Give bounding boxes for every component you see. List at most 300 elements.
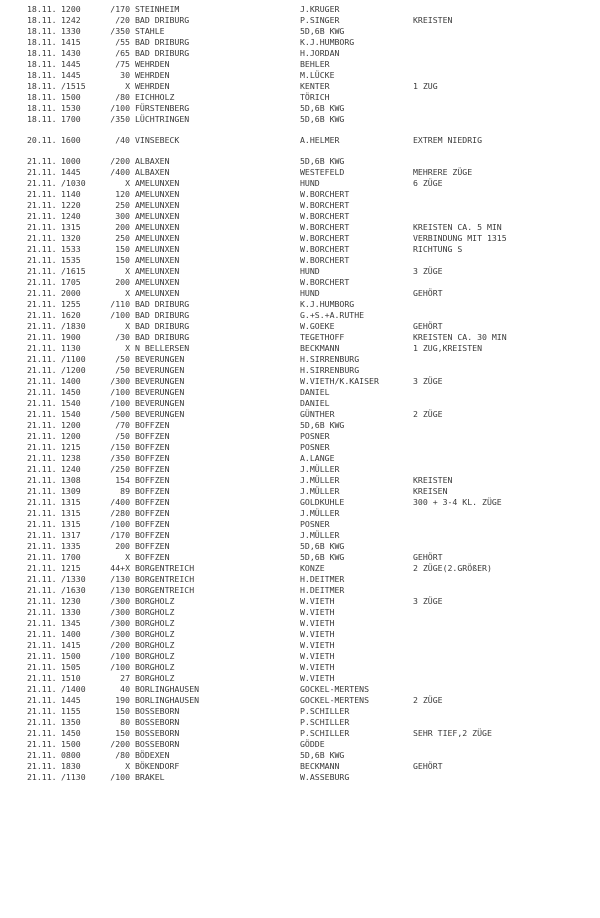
row-observer: P.SINGER [300, 15, 340, 25]
row-place: BOFFZEN [135, 475, 170, 485]
row-count: /80 [115, 92, 130, 102]
row-time: 1155 [61, 706, 81, 716]
row-count: /100 [110, 398, 130, 408]
row-date: 21.11. [27, 200, 57, 210]
row-count: /100 [110, 519, 130, 529]
row-note: SEHR TIEF,2 ZÜGE [413, 728, 492, 738]
row-date: 21.11. [27, 277, 57, 287]
row-note: 3 ZÜGE [413, 596, 443, 606]
row-place: BOSSEBORN [135, 728, 180, 738]
row-count: 150 [115, 706, 130, 716]
row-date: 21.11. [27, 343, 57, 353]
log-row [0, 266, 600, 277]
row-note: GEHÖRT [413, 321, 443, 331]
row-place: AMELUNXEN [135, 189, 180, 199]
row-place: FÜRSTENBERG [135, 103, 190, 113]
row-time: 1200 [61, 4, 81, 14]
row-time: 1315 [61, 519, 81, 529]
row-note: KREISTEN CA. 5 MIN [413, 222, 502, 232]
log-row [0, 409, 600, 420]
row-place: BAD DRIBURG [135, 48, 190, 58]
log-row [0, 420, 600, 431]
row-place: AMELUNXEN [135, 200, 180, 210]
row-date: 21.11. [27, 431, 57, 441]
row-date: 21.11. [27, 453, 57, 463]
row-note: 6 ZÜGE [413, 178, 443, 188]
log-row [0, 728, 600, 739]
row-date: 21.11. [27, 211, 57, 221]
row-time: 1900 [61, 332, 81, 342]
row-observer: HUND [300, 266, 320, 276]
row-observer: H.DEITMER [300, 585, 345, 595]
row-count: 250 [115, 233, 130, 243]
row-time: 1215 [61, 563, 81, 573]
row-place: EICHHOLZ [135, 92, 175, 102]
row-count: X [125, 761, 130, 771]
row-place: BORGENTREICH [135, 585, 195, 595]
row-place: BORGENTREICH [135, 563, 195, 573]
row-count: /100 [110, 310, 130, 320]
row-count: /300 [110, 607, 130, 617]
row-note: KREISTEN [413, 475, 453, 485]
row-time: /1630 [61, 585, 86, 595]
log-row [0, 26, 600, 37]
row-date: 21.11. [27, 662, 57, 672]
row-time: 1255 [61, 299, 81, 309]
row-time: 1830 [61, 761, 81, 771]
log-row [0, 15, 600, 26]
row-time: 1505 [61, 662, 81, 672]
log-row [0, 387, 600, 398]
row-date: 21.11. [27, 178, 57, 188]
row-place: WEHRDEN [135, 59, 170, 69]
row-time: /1830 [61, 321, 86, 331]
row-date: 21.11. [27, 376, 57, 386]
row-time: 2000 [61, 288, 81, 298]
row-observer: J.MÜLLER [300, 475, 340, 485]
row-date: 21.11. [27, 541, 57, 551]
row-time: 1000 [61, 156, 81, 166]
row-time: 1242 [61, 15, 81, 25]
log-row [0, 453, 600, 464]
row-date: 18.11. [27, 92, 57, 102]
row-observer: TÖRICH [300, 92, 330, 102]
row-place: BAD DRIBURG [135, 310, 190, 320]
row-count: /170 [110, 530, 130, 540]
row-count: /500 [110, 409, 130, 419]
row-count: X [125, 288, 130, 298]
row-date: 21.11. [27, 486, 57, 496]
log-row [0, 70, 600, 81]
row-date: 21.11. [27, 761, 57, 771]
row-count: /55 [115, 37, 130, 47]
log-row [0, 673, 600, 684]
row-date: 21.11. [27, 640, 57, 650]
row-count: /40 [115, 135, 130, 145]
row-date: 21.11. [27, 244, 57, 254]
row-count: X [125, 81, 130, 91]
row-observer: J.KRUGER [300, 4, 340, 14]
row-place: AMELUNXEN [135, 244, 180, 254]
row-count: /200 [110, 739, 130, 749]
row-place: STEINHEIM [135, 4, 180, 14]
row-observer: W.BORCHERT [300, 189, 350, 199]
log-row [0, 4, 600, 15]
row-date: 21.11. [27, 563, 57, 573]
row-time: 1315 [61, 497, 81, 507]
row-time: 1330 [61, 607, 81, 617]
row-time: 1510 [61, 673, 81, 683]
row-observer: GOCKEL-MERTENS [300, 684, 370, 694]
row-count: /50 [115, 431, 130, 441]
row-observer: W.ASSEBURG [300, 772, 350, 782]
row-place: BOSSEBORN [135, 706, 180, 716]
row-observer: A.HELMER [300, 135, 340, 145]
row-count: X [125, 552, 130, 562]
row-time: 1500 [61, 92, 81, 102]
row-place: BORGHOLZ [135, 673, 175, 683]
row-note: GEHÖRT [413, 761, 443, 771]
log-row [0, 200, 600, 211]
log-row [0, 596, 600, 607]
row-date: 21.11. [27, 167, 57, 177]
row-date: 21.11. [27, 673, 57, 683]
log-row [0, 585, 600, 596]
row-time: 1700 [61, 114, 81, 124]
row-observer: H.SIRRENBURG [300, 354, 360, 364]
row-time: 1450 [61, 387, 81, 397]
row-observer: TEGETHOFF [300, 332, 345, 342]
row-date: 21.11. [27, 310, 57, 320]
row-place: BOFFZEN [135, 519, 170, 529]
row-time: 1215 [61, 442, 81, 452]
row-date: 21.11. [27, 772, 57, 782]
row-place: BEVERUNGEN [135, 354, 185, 364]
log-row [0, 135, 600, 146]
row-count: /30 [115, 332, 130, 342]
row-place: BORGHOLZ [135, 651, 175, 661]
row-date: 21.11. [27, 530, 57, 540]
row-time: /1400 [61, 684, 86, 694]
log-row [0, 431, 600, 442]
row-date: 21.11. [27, 618, 57, 628]
row-time: 1445 [61, 695, 81, 705]
row-note: 2 ZÜGE [413, 695, 443, 705]
row-place: BORGHOLZ [135, 640, 175, 650]
row-note: 1 ZUG [413, 81, 438, 91]
row-observer: W.VIETH [300, 662, 335, 672]
row-time: 1240 [61, 211, 81, 221]
row-observer: J.MÜLLER [300, 508, 340, 518]
row-place: BAD DRIBURG [135, 15, 190, 25]
row-place: N BELLERSEN [135, 343, 190, 353]
row-observer: J.MÜLLER [300, 464, 340, 474]
row-place: BORLINGHAUSEN [135, 695, 200, 705]
row-date: 21.11. [27, 354, 57, 364]
row-observer: 5D,6B KWG [300, 103, 345, 113]
log-row [0, 651, 600, 662]
log-row [0, 48, 600, 59]
log-row [0, 662, 600, 673]
row-date: 21.11. [27, 442, 57, 452]
row-count: /80 [115, 750, 130, 760]
row-place: BOFFZEN [135, 508, 170, 518]
row-count: /350 [110, 114, 130, 124]
log-row [0, 189, 600, 200]
row-count: /300 [110, 376, 130, 386]
row-place: AMELUNXEN [135, 233, 180, 243]
log-row [0, 442, 600, 453]
log-row [0, 277, 600, 288]
row-observer: H.DEITMER [300, 574, 345, 584]
row-date: 21.11. [27, 222, 57, 232]
row-time: 1220 [61, 200, 81, 210]
log-row [0, 343, 600, 354]
row-observer: P.SCHILLER [300, 728, 350, 738]
row-place: BOFFZEN [135, 442, 170, 452]
row-count: 300 [115, 211, 130, 221]
row-time: 1430 [61, 48, 81, 58]
row-date: 21.11. [27, 497, 57, 507]
row-count: 120 [115, 189, 130, 199]
row-time: 1400 [61, 629, 81, 639]
row-note: 2 ZÜGE(2.GRÖßER) [413, 563, 492, 573]
row-count: /280 [110, 508, 130, 518]
row-observer: J.MÜLLER [300, 530, 340, 540]
log-row [0, 552, 600, 563]
row-place: BAD DRIBURG [135, 37, 190, 47]
row-date: 18.11. [27, 70, 57, 80]
row-time: 1140 [61, 189, 81, 199]
row-observer: W.VIETH [300, 673, 335, 683]
row-count: 80 [120, 717, 130, 727]
row-place: BORGHOLZ [135, 596, 175, 606]
row-date: 18.11. [27, 37, 57, 47]
row-note: MEHRERE ZÜGE [413, 167, 473, 177]
row-count: /170 [110, 4, 130, 14]
log-row [0, 497, 600, 508]
row-time: 1600 [61, 135, 81, 145]
row-time: /1030 [61, 178, 86, 188]
row-count: 44+X [110, 563, 130, 573]
row-place: BORGHOLZ [135, 629, 175, 639]
row-note: KREISTEN [413, 15, 453, 25]
row-date: 21.11. [27, 398, 57, 408]
row-note: EXTREM NIEDRIG [413, 135, 483, 145]
row-note: 1 ZUG,KREISTEN [413, 343, 483, 353]
row-observer: 5D,6B KWG [300, 420, 345, 430]
row-place: BAD DRIBURG [135, 332, 190, 342]
row-place: BOFFZEN [135, 486, 170, 496]
row-place: AMELUNXEN [135, 288, 180, 298]
row-time: 1533 [61, 244, 81, 254]
row-observer: 5D,6B KWG [300, 156, 345, 166]
row-observer: W.BORCHERT [300, 244, 350, 254]
row-time: 1345 [61, 618, 81, 628]
row-time: 1240 [61, 464, 81, 474]
row-time: 1415 [61, 640, 81, 650]
row-place: AMELUNXEN [135, 266, 180, 276]
log-row [0, 354, 600, 365]
row-date: 18.11. [27, 15, 57, 25]
row-observer: 5D,6B KWG [300, 750, 345, 760]
row-place: WEHRDEN [135, 81, 170, 91]
row-place: BÖKENDORF [135, 761, 180, 771]
row-time: 1317 [61, 530, 81, 540]
row-place: BEVERUNGEN [135, 376, 185, 386]
log-row [0, 332, 600, 343]
row-date: 21.11. [27, 706, 57, 716]
row-note: 300 + 3-4 KL. ZÜGE [413, 497, 502, 507]
row-date: 21.11. [27, 299, 57, 309]
row-date: 21.11. [27, 684, 57, 694]
row-date: 18.11. [27, 114, 57, 124]
log-row [0, 486, 600, 497]
row-date: 21.11. [27, 266, 57, 276]
log-row [0, 640, 600, 651]
row-date: 21.11. [27, 332, 57, 342]
row-place: BEVERUNGEN [135, 365, 185, 375]
row-observer: BEHLER [300, 59, 330, 69]
row-count: X [125, 343, 130, 353]
row-observer: W.BORCHERT [300, 211, 350, 221]
row-note: VERBINDUNG MIT 1315 [413, 233, 507, 243]
row-observer: W.VIETH [300, 640, 335, 650]
row-count: 27 [120, 673, 130, 683]
log-row [0, 772, 600, 783]
row-date: 21.11. [27, 585, 57, 595]
row-date: 21.11. [27, 574, 57, 584]
row-observer: W.VIETH [300, 618, 335, 628]
row-count: 89 [120, 486, 130, 496]
log-row [0, 310, 600, 321]
row-observer: BECKMANN [300, 343, 340, 353]
row-observer: W.VIETH [300, 629, 335, 639]
log-row [0, 475, 600, 486]
log-row [0, 167, 600, 178]
row-count: /75 [115, 59, 130, 69]
row-observer: K.J.HUMBORG [300, 37, 355, 47]
row-observer: J.MÜLLER [300, 486, 340, 496]
log-row [0, 222, 600, 233]
row-count: 250 [115, 200, 130, 210]
row-note: 2 ZÜGE [413, 409, 443, 419]
row-place: BOSSEBORN [135, 739, 180, 749]
log-row [0, 233, 600, 244]
row-date: 21.11. [27, 255, 57, 265]
log-row [0, 684, 600, 695]
row-time: 0800 [61, 750, 81, 760]
row-place: BOFFZEN [135, 431, 170, 441]
row-count: /100 [110, 662, 130, 672]
row-date: 18.11. [27, 48, 57, 58]
row-date: 21.11. [27, 739, 57, 749]
row-time: 1200 [61, 431, 81, 441]
row-count: 150 [115, 255, 130, 265]
row-observer: H.SIRRENBURG [300, 365, 360, 375]
log-row [0, 365, 600, 376]
row-time: 1400 [61, 376, 81, 386]
log-row [0, 81, 600, 92]
row-place: BORGHOLZ [135, 662, 175, 672]
row-place: BOSSEBORN [135, 717, 180, 727]
log-row [0, 629, 600, 640]
row-date: 18.11. [27, 103, 57, 113]
row-time: 1445 [61, 70, 81, 80]
row-time: 1535 [61, 255, 81, 265]
row-observer: HUND [300, 178, 320, 188]
row-place: BAD DRIBURG [135, 321, 190, 331]
row-time: /1330 [61, 574, 86, 584]
log-row [0, 288, 600, 299]
log-row [0, 59, 600, 70]
row-observer: W.GOEKE [300, 321, 335, 331]
row-time: /1100 [61, 354, 86, 364]
row-observer: P.SCHILLER [300, 717, 350, 727]
row-time: 1315 [61, 222, 81, 232]
row-count: /150 [110, 442, 130, 452]
row-count: 150 [115, 728, 130, 738]
log-row [0, 739, 600, 750]
row-observer: WESTEFELD [300, 167, 345, 177]
row-date: 21.11. [27, 508, 57, 518]
row-count: /100 [110, 387, 130, 397]
row-count: /400 [110, 497, 130, 507]
row-note: 3 ZÜGE [413, 376, 443, 386]
row-observer: GOCKEL-MERTENS [300, 695, 370, 705]
row-observer: GÖDDE [300, 739, 325, 749]
row-observer: KENTER [300, 81, 330, 91]
row-count: /65 [115, 48, 130, 58]
log-row [0, 750, 600, 761]
row-count: /50 [115, 354, 130, 364]
row-time: 1130 [61, 343, 81, 353]
row-count: 30 [120, 70, 130, 80]
row-date: 21.11. [27, 365, 57, 375]
log-row [0, 376, 600, 387]
row-date: 21.11. [27, 728, 57, 738]
row-observer: H.JORDAN [300, 48, 340, 58]
row-observer: G.+S.+A.RUTHE [300, 310, 365, 320]
log-row [0, 299, 600, 310]
row-place: BOFFZEN [135, 530, 170, 540]
row-observer: K.J.HUMBORG [300, 299, 355, 309]
log-row [0, 563, 600, 574]
row-count: 200 [115, 277, 130, 287]
row-place: AMELUNXEN [135, 211, 180, 221]
row-observer: DANIEL [300, 387, 330, 397]
row-observer: P.SCHILLER [300, 706, 350, 716]
row-count: 200 [115, 222, 130, 232]
row-time: 1540 [61, 398, 81, 408]
row-place: WEHRDEN [135, 70, 170, 80]
row-observer: POSNER [300, 442, 330, 452]
log-row [0, 114, 600, 125]
row-observer: W.VIETH/K.KAISER [300, 376, 379, 386]
row-date: 21.11. [27, 387, 57, 397]
row-time: 1335 [61, 541, 81, 551]
row-observer: GOLDKUHLE [300, 497, 345, 507]
log-row [0, 321, 600, 332]
row-date: 21.11. [27, 717, 57, 727]
log-row [0, 574, 600, 585]
row-time: 1330 [61, 26, 81, 36]
row-count: /100 [110, 103, 130, 113]
row-date: 21.11. [27, 420, 57, 430]
row-observer: POSNER [300, 431, 330, 441]
row-observer: POSNER [300, 519, 330, 529]
row-date: 21.11. [27, 750, 57, 760]
